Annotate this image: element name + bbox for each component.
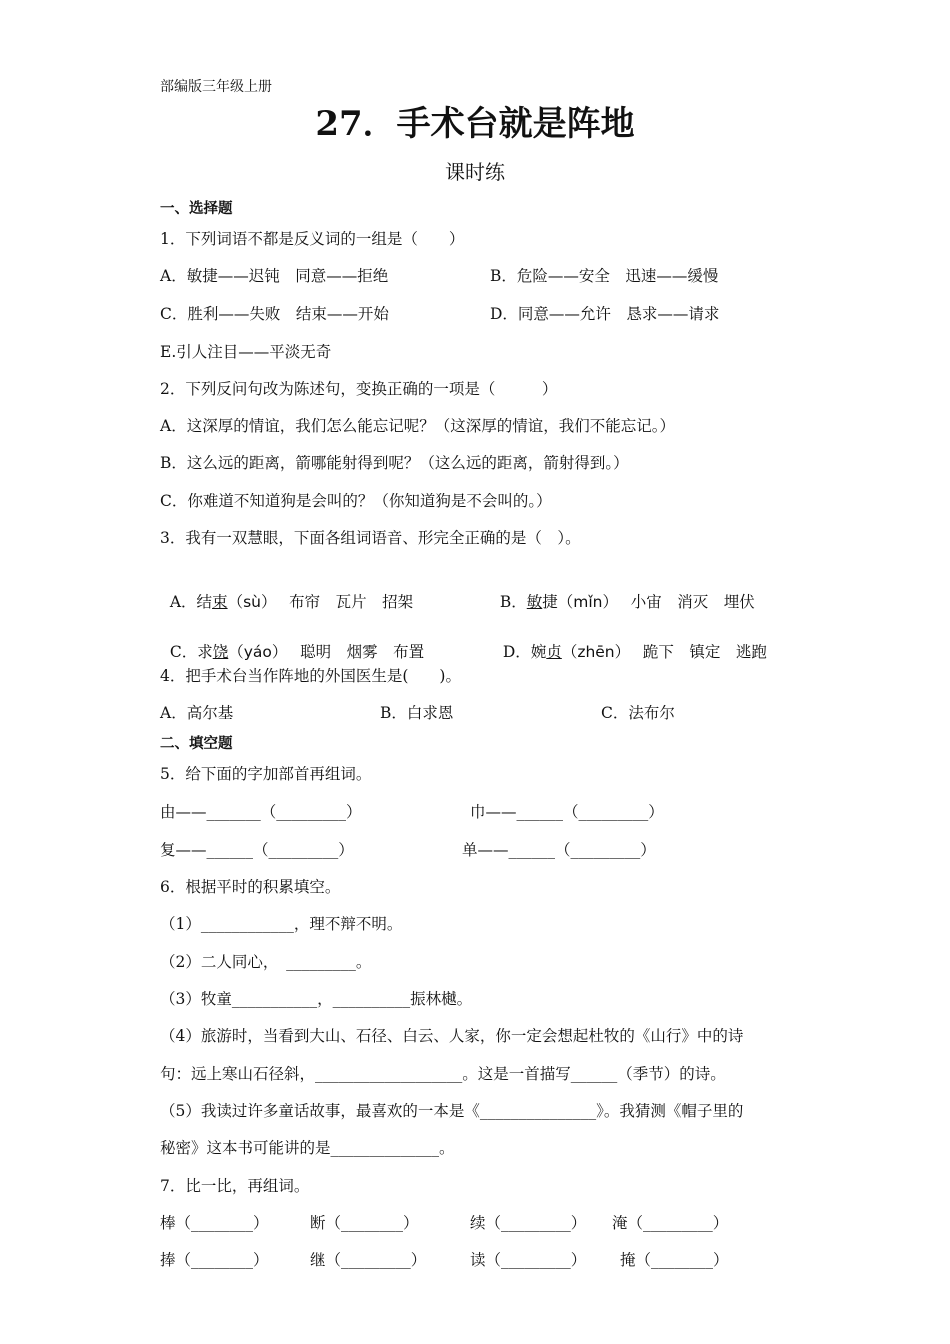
q1-option-b: B．危险——安全 迅速——缓慢 <box>490 267 719 285</box>
q3b-pinyin: （mǐn） <box>557 593 611 611</box>
q6-item-3: （3）牧童___________，__________振林樾。 <box>160 990 473 1008</box>
q3b-underlined-char: 敏 <box>526 593 543 611</box>
question-7: 7．比一比，再组词。 <box>160 1177 310 1195</box>
q3-option-d <box>493 622 767 662</box>
page-subtitle: 课时练 <box>445 160 505 184</box>
q7-row2-item: 捧（________） <box>160 1251 269 1269</box>
q3d-words: 跪下 镇定 逃跑 <box>622 643 767 661</box>
q6-item-5-line2: 秘密》这本书可能讲的是______________。 <box>160 1139 455 1157</box>
q3c-prefix: C．求 <box>169 643 213 661</box>
q7-row1-item: 棒（________） <box>160 1214 269 1232</box>
q3c-pinyin: （yáo） <box>228 643 280 661</box>
q2-option-b: B．这么远的距离，箭哪能射得到呢？（这么远的距离，箭射得到。） <box>160 454 629 472</box>
q2-option-c: C．你难道不知道狗是会叫的？（你知道狗是不会叫的。） <box>160 492 552 510</box>
q6-item-1: （1）____________，理不辩不明。 <box>160 915 403 933</box>
q3a-words: 布帘 瓦片 招架 <box>268 593 414 611</box>
q3a-pinyin: （sù） <box>227 593 269 611</box>
q4-option-c: C．法布尔 <box>601 704 675 722</box>
q3b-prefix: B． <box>499 593 527 611</box>
q3a-underlined-char: 束 <box>212 593 228 611</box>
q7-row2-item: 读（_________） <box>470 1251 587 1269</box>
q5-row1-right: 巾——______（_________） <box>470 803 664 821</box>
page-title: 27．手术台就是阵地 <box>315 104 635 144</box>
q7-row1-item: 续（_________） <box>470 1214 587 1232</box>
q4-option-a: A．高尔基 <box>160 704 234 722</box>
q3c-words: 聪明 烟雾 布置 <box>279 643 425 661</box>
q1-option-a: A．敏捷——迟钝 同意——拒绝 <box>160 267 389 285</box>
question-5: 5．给下面的字加部首再组词。 <box>160 765 372 783</box>
q4-option-b: B．白求恩 <box>380 704 454 722</box>
q1-option-c: C．胜利——失败 结束——开始 <box>160 305 389 323</box>
q5-row2-left: 复——______（_________） <box>160 841 354 859</box>
q3-option-b <box>490 572 755 612</box>
q7-row1-item: 淹（_________） <box>612 1214 729 1232</box>
q5-row1-left: 由——_______（_________） <box>160 803 362 821</box>
q6-item-4-line2: 句：远上寒山石径斜，___________________。这是一首描写______（季节）的诗。 <box>160 1065 726 1083</box>
q3d-underlined-char: 贞 <box>546 643 562 661</box>
question-2: 2．下列反问句改为陈述句，变换正确的一项是（ ） <box>160 380 558 398</box>
question-1: 1．下列词语不都是反义词的一组是（ ） <box>160 230 465 248</box>
question-4: 4．把手术台当作阵地的外国医生是( )。 <box>160 667 461 685</box>
q3-option-a <box>160 572 413 612</box>
q7-row2-item: 掩（________） <box>620 1251 729 1269</box>
q3d-prefix: D．婉 <box>502 643 547 661</box>
q3b-prefix2: 捷 <box>542 593 558 611</box>
q3d-pinyin: （zhēn） <box>561 643 623 661</box>
q5-row2-right: 单——______（_________） <box>462 841 656 859</box>
q2-option-a: A．这深厚的情谊，我们怎么能忘记呢？（这深厚的情谊，我们不能忘记。） <box>160 417 675 435</box>
section-heading-choice: 一、选择题 <box>160 201 233 217</box>
q7-row2-item: 继（_________） <box>310 1251 427 1269</box>
q3c-underlined-char: 饶 <box>212 643 229 661</box>
q6-item-4-line1: （4）旅游时，当看到大山、石径、白云、人家，你一定会想起杜牧的《山行》中的诗 <box>160 1027 744 1045</box>
q1-option-e: E.引人注目——平淡无奇 <box>160 343 332 361</box>
question-3: 3．我有一双慧眼，下面各组词语音、形完全正确的是（ ）。 <box>160 529 581 547</box>
q3-option-c <box>160 622 424 662</box>
q6-item-2: （2）二人同心， _________。 <box>160 953 372 971</box>
q1-option-d: D．同意——允许 恳求——请求 <box>490 305 720 323</box>
question-6: 6．根据平时的积累填空。 <box>160 878 341 896</box>
q3a-prefix: A．结 <box>169 593 213 611</box>
section-heading-fill: 二、填空题 <box>160 736 233 752</box>
q6-item-5-line1: （5）我读过许多童话故事，最喜欢的一本是《_______________》。我猜测《帽子里的 <box>160 1102 744 1120</box>
header-label: 部编版三年级上册 <box>160 79 272 95</box>
q7-row1-item: 断（________） <box>310 1214 419 1232</box>
q3b-words: 小宙 消灭 埋伏 <box>610 593 755 611</box>
